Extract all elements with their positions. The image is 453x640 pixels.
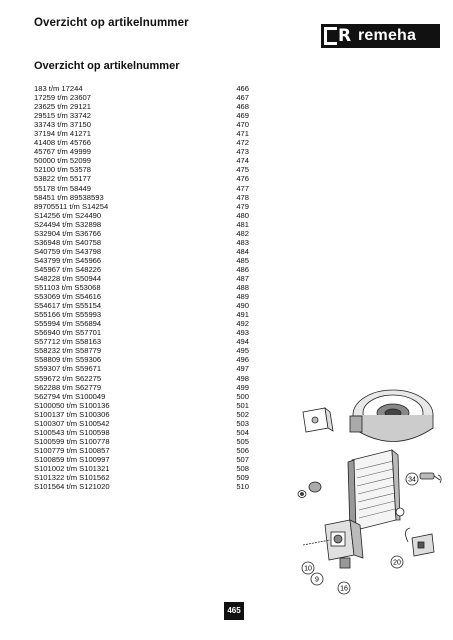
index-range: S101322 t/m S101562	[34, 473, 110, 483]
svg-text:20: 20	[393, 559, 401, 567]
index-page: 469	[236, 111, 249, 121]
heat-exchanger-part	[348, 450, 404, 532]
index-page: 492	[236, 319, 249, 329]
index-range: 45767 t/m 49999	[34, 147, 91, 157]
index-page: 490	[236, 301, 249, 311]
index-range: 41408 t/m 45766	[34, 138, 91, 148]
index-row	[34, 355, 249, 364]
index-row	[34, 247, 249, 256]
index-row	[34, 138, 249, 147]
index-page: 486	[236, 264, 249, 274]
index-range: S58232 t/m S58779	[34, 346, 102, 356]
index-row	[34, 301, 249, 310]
callout-9	[311, 573, 323, 585]
index-page: 508	[236, 463, 249, 473]
svg-text:10: 10	[304, 565, 312, 573]
index-page: 493	[236, 328, 249, 338]
index-range: S100779 t/m S100857	[34, 445, 110, 455]
index-range: 29515 t/m 33742	[34, 111, 91, 121]
index-range: S100859 t/m S100997	[34, 454, 110, 464]
index-range: S32904 t/m S36766	[34, 228, 102, 238]
gas-valve-part	[303, 520, 363, 568]
index-row	[34, 464, 249, 473]
index-range: 50000 t/m 52099	[34, 156, 91, 166]
index-range: S101564 t/m S121020	[34, 482, 110, 492]
index-page: 510	[236, 482, 249, 492]
index-range: S100307 t/m S100542	[34, 418, 110, 428]
index-row	[34, 446, 249, 455]
index-page: 468	[236, 102, 249, 112]
index-range: 89705511 t/m S14254	[34, 201, 109, 211]
index-page: 496	[236, 355, 249, 365]
index-row	[34, 383, 249, 392]
index-range: S62288 t/m S62779	[34, 382, 102, 392]
index-page: 495	[236, 346, 249, 356]
index-page: 478	[236, 192, 249, 202]
index-page: 497	[236, 364, 249, 374]
callout-10	[302, 562, 314, 574]
burner-ring-part	[350, 390, 433, 442]
index-range: S53069 t/m S54616	[34, 292, 102, 302]
index-row	[34, 374, 249, 383]
index-row	[34, 102, 249, 111]
index-page: 467	[236, 93, 249, 103]
index-row	[34, 256, 249, 265]
index-row	[34, 147, 249, 156]
index-page: 479	[236, 201, 249, 211]
index-row	[34, 328, 249, 337]
page-number-badge: 465	[224, 602, 244, 620]
index-range: S59307 t/m S59671	[34, 364, 102, 374]
bracket-part	[405, 528, 434, 556]
index-range: S58809 t/m S59306	[34, 355, 102, 365]
index-page: 491	[236, 310, 249, 320]
index-page: 473	[236, 147, 249, 157]
index-page: 500	[236, 391, 249, 401]
index-range: S101002 t/m S101321	[34, 463, 110, 473]
callout-16	[338, 582, 350, 594]
index-row	[34, 184, 249, 193]
index-row	[34, 283, 249, 292]
index-range: 58451 t/m 89538593	[34, 192, 104, 202]
index-range: 23625 t/m 29121	[34, 102, 91, 112]
index-page: 483	[236, 237, 249, 247]
index-row	[34, 310, 249, 319]
index-range: 37194 t/m 41271	[34, 129, 91, 139]
header-title: Overzicht op artikelnummer	[34, 17, 189, 29]
svg-text:16: 16	[340, 585, 348, 593]
index-page: 488	[236, 283, 249, 293]
article-number-index	[34, 84, 249, 491]
index-row	[34, 111, 249, 120]
index-range: 55178 t/m 58449	[34, 183, 91, 193]
index-row	[34, 292, 249, 301]
index-page: 506	[236, 445, 249, 455]
index-row	[34, 211, 249, 220]
index-range: S45967 t/m S48226	[34, 264, 102, 274]
index-row	[34, 410, 249, 419]
index-page: 503	[236, 418, 249, 428]
index-row	[34, 337, 249, 346]
index-range: S36948 t/m S40758	[34, 237, 102, 247]
index-page: 471	[236, 129, 249, 139]
index-range: S100599 t/m S100778	[34, 436, 110, 446]
index-page: 487	[236, 273, 249, 283]
index-page: 466	[236, 84, 249, 93]
index-range: S24494 t/m S32898	[34, 219, 102, 229]
index-range: S55166 t/m S55993	[34, 310, 102, 320]
index-range: 52100 t/m 53578	[34, 165, 91, 175]
index-range: S48228 t/m S50944	[34, 273, 102, 283]
index-range: 33743 t/m 37150	[34, 120, 91, 130]
parts-illustration	[290, 380, 450, 610]
index-range: S55994 t/m S56894	[34, 319, 102, 329]
index-page: 477	[236, 183, 249, 193]
index-page: 482	[236, 228, 249, 238]
index-row	[34, 165, 249, 174]
index-page: 481	[236, 219, 249, 229]
index-page: 502	[236, 409, 249, 419]
index-row	[34, 238, 249, 247]
svg-text:34: 34	[408, 476, 416, 484]
index-range: S43799 t/m S45966	[34, 255, 102, 265]
index-row	[34, 129, 249, 138]
index-row	[34, 364, 249, 373]
index-row	[34, 346, 249, 355]
small-fittings	[298, 482, 321, 498]
index-range: S59672 t/m S62275	[34, 373, 102, 383]
index-page: 480	[236, 210, 249, 220]
index-page: 499	[236, 382, 249, 392]
index-range: S56940 t/m S57701	[34, 328, 102, 338]
index-row	[34, 392, 249, 401]
index-range: 183 t/m 17244	[34, 84, 83, 93]
index-page: 484	[236, 246, 249, 256]
index-range: S62794 t/m S100049	[34, 391, 106, 401]
index-page: 509	[236, 473, 249, 483]
index-row	[34, 274, 249, 283]
index-row	[34, 93, 249, 102]
index-range: 53822 t/m 55177	[34, 174, 91, 184]
logo-text: remeha	[353, 24, 440, 48]
section-title: Overzicht op artikelnummer	[34, 60, 180, 72]
index-row	[34, 473, 249, 482]
index-page: 504	[236, 427, 249, 437]
index-range: S14256 t/m S24490	[34, 210, 102, 220]
small-box-part	[303, 408, 333, 432]
remeha-logo	[321, 24, 440, 48]
index-page: 494	[236, 337, 249, 347]
svg-text:9: 9	[315, 576, 319, 584]
index-range: S54617 t/m S55154	[34, 301, 102, 311]
index-row	[34, 229, 249, 238]
index-row	[34, 455, 249, 464]
index-page: 470	[236, 120, 249, 130]
index-row	[34, 401, 249, 410]
index-row	[34, 193, 249, 202]
index-row	[34, 437, 249, 446]
index-page: 507	[236, 454, 249, 464]
index-row	[34, 428, 249, 437]
index-range: S100543 t/m S100598	[34, 427, 110, 437]
index-row	[34, 84, 249, 93]
index-page: 501	[236, 400, 249, 410]
sensor-part	[420, 473, 441, 483]
index-range: S51103 t/m S53068	[34, 283, 101, 293]
index-range: 17259 t/m 23607	[34, 93, 91, 103]
index-range: S40759 t/m S43798	[34, 246, 102, 256]
index-row	[34, 319, 249, 328]
index-page: 485	[236, 255, 249, 265]
index-page: 472	[236, 138, 249, 148]
index-page: 474	[236, 156, 249, 166]
index-row	[34, 419, 249, 428]
index-range: S100137 t/m S100306	[34, 409, 110, 419]
remeha-logo-mark: R	[321, 24, 353, 48]
index-row	[34, 156, 249, 165]
index-row	[34, 265, 249, 274]
index-range: S100050 t/m S100136	[34, 400, 110, 410]
index-row	[34, 220, 249, 229]
index-row	[34, 482, 249, 491]
index-row	[34, 174, 249, 183]
index-page: 489	[236, 292, 249, 302]
callout-20	[391, 556, 403, 568]
index-range: S57712 t/m S58163	[34, 337, 102, 347]
index-row	[34, 120, 249, 129]
index-page: 475	[236, 165, 249, 175]
index-row	[34, 202, 249, 211]
callout-34	[406, 473, 418, 485]
index-page: 498	[236, 373, 249, 383]
index-page: 505	[236, 436, 249, 446]
index-page: 476	[236, 174, 249, 184]
